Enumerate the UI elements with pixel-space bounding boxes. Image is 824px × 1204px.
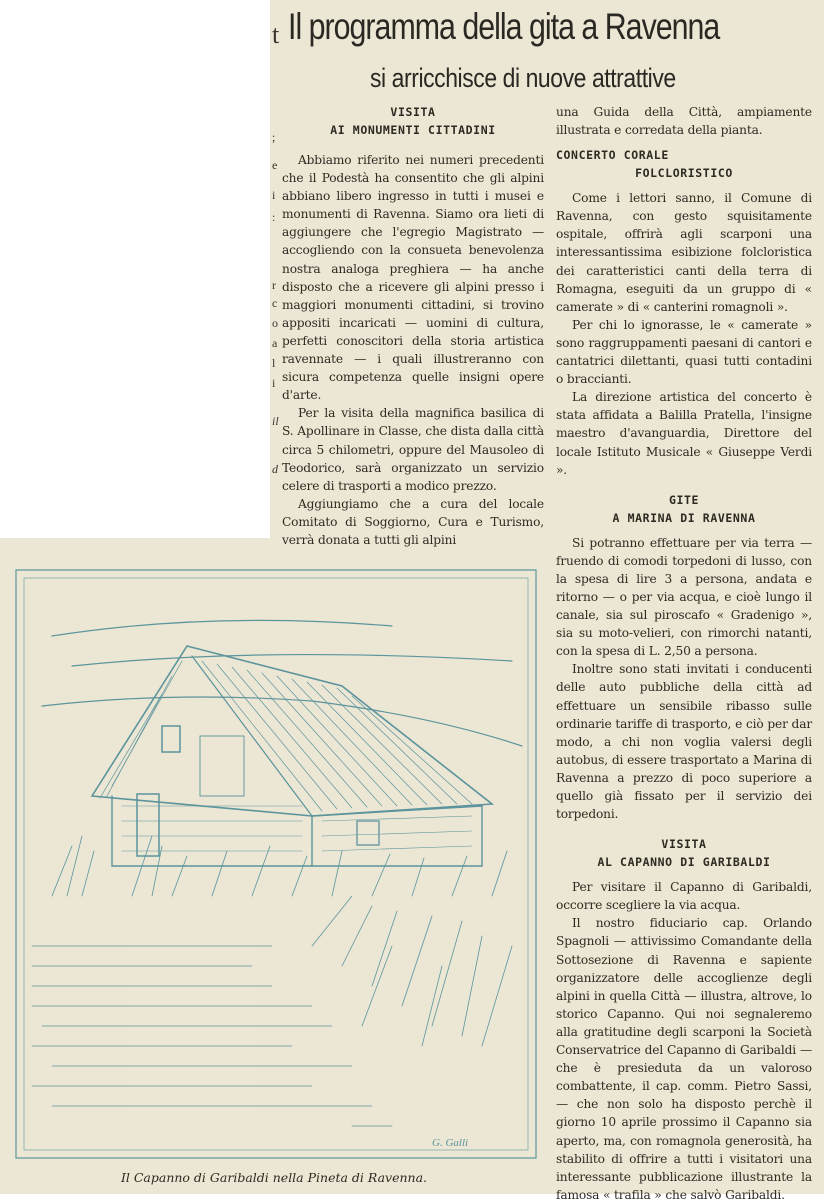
paragraph: una Guida della Città, ampiamente illustrata e corredata della pianta. xyxy=(556,105,812,138)
gutter-mark: o xyxy=(272,316,278,330)
gutter-mark: d xyxy=(272,462,278,476)
marsh-grass xyxy=(52,836,512,1046)
window xyxy=(162,726,180,752)
paragraph: Per la visita della magnifica basilica di S. Apollinare in Classe, che dista dalla città circa 5 chilometri, oppure del Mausoleo di Teodorico, sarà organizzato un servizio celere di trasporti a modico prezzo. xyxy=(282,406,544,493)
paragraph: Abbiamo riferito nei numeri precedenti che il Podestà ha consentito che gli alpini abbiano libero ingresso in tutti i musei e monumenti di Ravenna. Siamo ora lieti di aggiungere che l'egregio Magistrato — accogliendo con la consueta benevolenza nostra analoga preghiera — ha anche disposto che a ricevere gli alpini presso i maggiori monumenti cittadini, si trovino appositi incaricati — uomini di cultura, perfetti conoscitori della storia artistica ravennate — i quali illustreranno con sicura competenza quelle insigni opere d'arte. xyxy=(282,153,544,403)
article-column-2 xyxy=(556,103,812,1204)
section-heading: FOLCLORISTICO xyxy=(635,166,733,181)
paragraph: Per visitare il Capanno di Garibaldi, occorre scegliere la via acqua. xyxy=(556,880,812,913)
window xyxy=(357,821,379,845)
section-heading: VISITA xyxy=(661,837,707,852)
section-heading: CONCERTO CORALE xyxy=(556,148,669,163)
section-heading: AL CAPANNO DI GARIBALDI xyxy=(597,855,771,870)
section-heading: GITE xyxy=(668,492,700,507)
gutter-mark: t xyxy=(272,20,280,49)
sky-stroke xyxy=(72,655,512,666)
door xyxy=(137,794,159,856)
gutter-mark: : xyxy=(272,210,276,224)
roof-thatch xyxy=(100,661,472,811)
paragraph: Inoltre sono stati invitati i conducenti delle auto pubbliche della città ad effettuare un sensibile ribasso sulle ordinarie tariffe di trasporto, e ciò per dar modo, a chi non voglia valersi degli autobus, di essere trasportato a Marina di Ravenna a prezzo di poco superiore a quello già fissato per il servizio dei torpedoni. xyxy=(556,662,812,822)
gutter-mark: e xyxy=(272,158,278,172)
subheadline: si arricchisce di nuove attrattive xyxy=(370,63,676,93)
gutter-mark: il xyxy=(272,414,279,428)
gutter-mark: i xyxy=(272,188,276,202)
canal-water xyxy=(32,946,372,1106)
section-heading: VISITA xyxy=(390,105,436,119)
memorial-plaque xyxy=(200,736,244,796)
artist-signature: G. Galli xyxy=(432,1137,469,1149)
roof xyxy=(92,646,492,816)
gutter-mark: c xyxy=(272,296,278,310)
paragraph: Per chi lo ignorasse, le « camerate » sono raggruppamenti paesani di cantori e cantatrici dilettanti, quasi tutti contadini o braccianti. xyxy=(556,317,812,387)
sky-stroke xyxy=(52,620,392,636)
gutter-mark: ; xyxy=(272,130,276,144)
paragraph: Si potranno effettuare per via terra — fruendo di comodi torpedoni di lusso, con la spesa di lire 3 a persona, andata e ritorno — o per via acqua, e cioè lungo il canale, sia sul piroscafo « Gradenigo », sia su moto-velieri, con rimorchi natanti, con la spesa di L. 2,50 a persona. xyxy=(556,535,812,659)
gutter-mark: l xyxy=(272,356,276,370)
gutter-mark: r xyxy=(272,278,276,292)
capanno-illustration xyxy=(12,566,540,1166)
paragraph: La direzione artistica del concerto è stata affidata a Balilla Pratella, l'insigne maestro d'avanguardia, Direttore del locale Istituto Musicale « Giuseppe Verdi ». xyxy=(556,390,812,477)
headline: Il programma della gita a Ravenna xyxy=(288,6,720,47)
section-heading: A MARINA DI RAVENNA xyxy=(612,510,756,525)
sky-stroke xyxy=(312,701,522,746)
paragraph: Il nostro fiduciario cap. Orlando Spagnoli — attivissimo Comandante della Sottosezione di Ravenna e sapiente organizzatore delle accoglienze degli alpini in quella Città — illustra, altrove, lo storico Capanno. Qui noi segnaleremo alla gratitudine degli scarponi la Società Conservatrice del Capanno di Garibaldi — che è presieduta da un valoroso combattente, il cap. comm. Pietro Sassi, — che non solo ha disposto perchè il giorno 10 aprile prossimo il Capanno sia aperto, ma, con romagnola generosità, ha stabilito di offrire a tutti i visitatori una interessante pubblicazione illustrante la famosa « trafila » che salvò Garibaldi. xyxy=(556,916,812,1202)
section-heading: AI MONUMENTI CITTADINI xyxy=(330,123,496,137)
article-column-1 xyxy=(282,103,544,549)
side-wall xyxy=(312,806,482,866)
paragraph: Aggiungiamo che a cura del locale Comitato di Soggiorno, Cura e Turismo, verrà donata a tutti gli alpini xyxy=(282,496,544,547)
illustration-caption: Il Capanno di Garibaldi nella Pineta di Ravenna. xyxy=(120,1170,428,1185)
paragraph: Come i lettori sanno, il Comune di Ravenna, con gesto squisitamente ospitale, offrirà agli scarponi una interessantissima esibizione folcloristica dei caratteristici canti della terra di Romagna, eseguiti da un gruppo di « camerate » di « canterini romagnoli ». xyxy=(556,191,812,314)
gutter-mark: a xyxy=(272,336,278,350)
wall-texture xyxy=(122,806,472,851)
gutter-mark: i xyxy=(272,376,276,390)
